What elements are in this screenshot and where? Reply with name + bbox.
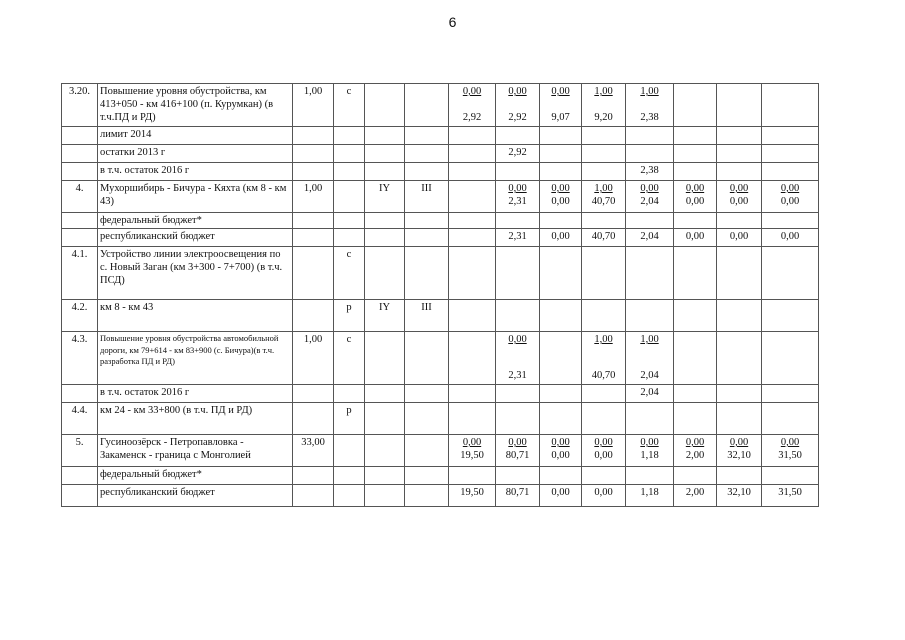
cell-v5 [626, 84, 674, 127]
cell-t3 [405, 332, 449, 385]
cell-v8 [762, 84, 819, 127]
cell-t2 [365, 485, 405, 507]
cell-t2 [365, 145, 405, 163]
cell-len: 1,00 [293, 332, 334, 385]
cell-v2 [496, 213, 540, 229]
cell-t1 [334, 127, 365, 145]
cell-v2 [496, 332, 540, 385]
cell-v7 [717, 84, 762, 127]
cell-v3 [540, 163, 582, 181]
cell-v7 [717, 145, 762, 163]
cell-v3 [540, 467, 582, 485]
cell-v4 [582, 467, 626, 485]
table-row [62, 247, 819, 300]
cell-num [62, 385, 98, 403]
cell-len [293, 300, 334, 332]
cell-v4 [582, 213, 626, 229]
cell-value-top: 0,00 [729, 437, 749, 448]
cell-value-bottom: 19,50 [460, 450, 484, 461]
cell-value-top: 0,00 [508, 437, 527, 448]
cell-v5 [626, 127, 674, 145]
cell-v8 [762, 403, 819, 435]
cell-v1 [449, 127, 496, 145]
cell-value-bottom: 0,00 [594, 450, 613, 461]
cell-v8: 0,00 [762, 229, 819, 247]
cell-value-top: 1,00 [594, 183, 613, 194]
cell-v7: 0,00 [717, 229, 762, 247]
cell-value-bottom: 9,20 [594, 112, 613, 123]
cell-t3 [405, 435, 449, 467]
cell-v8 [762, 145, 819, 163]
cell-v7 [717, 332, 762, 385]
cell-t3 [405, 127, 449, 145]
cell-t3 [405, 145, 449, 163]
cell-t3 [405, 485, 449, 507]
cell-value-bottom: 40,70 [591, 196, 616, 207]
cell-v7 [717, 385, 762, 403]
cell-value-bottom: 32,10 [727, 450, 751, 461]
cell-t1 [334, 145, 365, 163]
cell-v3 [540, 84, 582, 127]
cell-num: 5. [62, 435, 98, 467]
cell-num [62, 163, 98, 181]
cell-v6 [674, 84, 717, 127]
page-number: 6 [448, 14, 457, 30]
table-row [62, 229, 819, 247]
cell-v8 [762, 300, 819, 332]
cell-v3 [540, 145, 582, 163]
cell-value-bottom: 2,04 [640, 370, 659, 381]
table-row [62, 181, 819, 213]
cell-v7 [717, 181, 762, 213]
cell-v4: 0,00 [582, 485, 626, 507]
cell-v8 [762, 332, 819, 385]
cell-t3 [405, 467, 449, 485]
cell-num [62, 229, 98, 247]
cell-len [293, 127, 334, 145]
cell-t3: III [405, 300, 449, 332]
cell-v7 [717, 127, 762, 145]
cell-v8 [762, 181, 819, 213]
cell-value-bottom: 2,92 [462, 112, 482, 123]
cell-value-top: 1,00 [640, 334, 659, 345]
cell-v4 [582, 403, 626, 435]
cell-value-top: 0,00 [685, 437, 705, 448]
cell-len: 1,00 [293, 84, 334, 127]
cell-v1 [449, 247, 496, 300]
table-row [62, 385, 819, 403]
cell-len [293, 163, 334, 181]
cell-v7 [717, 403, 762, 435]
cell-t2 [365, 435, 405, 467]
cell-name: Устройство линии электроосвещения по с. Новый Заган (км 3+300 - 7+700) (в т.ч. ПСД) [98, 247, 293, 300]
cell-len [293, 229, 334, 247]
cell-t2 [365, 163, 405, 181]
cell-v4 [582, 247, 626, 300]
cell-name: в т.ч. остаток 2016 г [98, 385, 293, 403]
cell-name: республиканский бюджет [98, 485, 293, 507]
cell-v5: 2,04 [626, 229, 674, 247]
cell-v6: 2,00 [674, 485, 717, 507]
cell-value-top: 0,00 [640, 183, 659, 194]
table-row [62, 467, 819, 485]
cell-t2 [365, 229, 405, 247]
road-works-table [61, 83, 819, 507]
cell-v8 [762, 435, 819, 467]
cell-t2 [365, 213, 405, 229]
table-row [62, 485, 819, 507]
cell-name: Гусиноозёрск - Петропавловка - Закаменск - граница с Монголией [98, 435, 293, 467]
cell-value-top: 0,00 [508, 86, 527, 97]
cell-value-bottom: 2,31 [508, 196, 527, 207]
cell-v5: 2,04 [626, 385, 674, 403]
cell-v4 [582, 300, 626, 332]
cell-v6 [674, 435, 717, 467]
cell-t2 [365, 403, 405, 435]
cell-v1 [449, 435, 496, 467]
cell-v6 [674, 181, 717, 213]
cell-value-bottom: 9,07 [551, 112, 570, 123]
cell-num [62, 485, 98, 507]
cell-v8 [762, 247, 819, 300]
cell-num: 4. [62, 181, 98, 213]
cell-v3 [540, 127, 582, 145]
cell-v1 [449, 213, 496, 229]
cell-value-top: 0,00 [551, 183, 570, 194]
cell-v5: 2,38 [626, 163, 674, 181]
cell-v6 [674, 332, 717, 385]
cell-v2: 2,31 [496, 229, 540, 247]
cell-len: 33,00 [293, 435, 334, 467]
cell-v5 [626, 300, 674, 332]
cell-value-bottom: 80,71 [505, 450, 530, 461]
cell-t3 [405, 84, 449, 127]
cell-v3 [540, 181, 582, 213]
table-row [62, 145, 819, 163]
cell-name: федеральный бюджет* [98, 213, 293, 229]
table-row [62, 332, 819, 385]
cell-v2 [496, 300, 540, 332]
cell-t3 [405, 247, 449, 300]
cell-v2 [496, 385, 540, 403]
cell-value-top: 0,00 [594, 437, 613, 448]
cell-value-top: 0,00 [640, 437, 659, 448]
cell-value-bottom: 2,31 [508, 370, 527, 381]
cell-name: Повышение уровня обустройства, км 413+050 - км 416+100 (п. Курумкан) (в т.ч.ПД и РД) [98, 84, 293, 127]
cell-value-bottom: 0,00 [685, 196, 705, 207]
cell-name: в т.ч. остаток 2016 г [98, 163, 293, 181]
cell-num [62, 213, 98, 229]
cell-v5 [626, 332, 674, 385]
cell-v6 [674, 385, 717, 403]
cell-v3: 0,00 [540, 229, 582, 247]
cell-num: 4.1. [62, 247, 98, 300]
cell-value-top: 0,00 [685, 183, 705, 194]
cell-v4 [582, 181, 626, 213]
cell-v7 [717, 213, 762, 229]
cell-v7 [717, 467, 762, 485]
cell-v3 [540, 300, 582, 332]
cell-v1 [449, 300, 496, 332]
cell-v4 [582, 385, 626, 403]
cell-t2: IY [365, 181, 405, 213]
cell-value-bottom: 0,00 [780, 196, 800, 207]
cell-v2 [496, 403, 540, 435]
cell-len [293, 485, 334, 507]
cell-v2: 80,71 [496, 485, 540, 507]
cell-num: 4.2. [62, 300, 98, 332]
cell-name: Повышение уровня обустройства автомобильной дороги, км 79+614 - км 83+900 (с. Бичура)(в т.ч. разработка ПД и РД) [98, 332, 293, 385]
cell-v6 [674, 247, 717, 300]
cell-value-bottom: 1,18 [640, 450, 659, 461]
cell-v6: 0,00 [674, 229, 717, 247]
cell-v6 [674, 127, 717, 145]
cell-len [293, 403, 334, 435]
cell-v2 [496, 181, 540, 213]
cell-v8: 31,50 [762, 485, 819, 507]
cell-v6 [674, 163, 717, 181]
cell-v7: 32,10 [717, 485, 762, 507]
cell-value-top: 0,00 [462, 437, 482, 448]
cell-v4 [582, 163, 626, 181]
cell-v8 [762, 467, 819, 485]
cell-t2: IY [365, 300, 405, 332]
table-row [62, 84, 819, 127]
cell-value-bottom: 2,00 [685, 450, 705, 461]
table-row [62, 213, 819, 229]
cell-v1 [449, 229, 496, 247]
cell-value-bottom: 2,38 [640, 112, 659, 123]
cell-num: 4.4. [62, 403, 98, 435]
cell-v3 [540, 213, 582, 229]
cell-value-top: 1,00 [594, 334, 613, 345]
cell-t3 [405, 213, 449, 229]
cell-len [293, 145, 334, 163]
cell-v5 [626, 181, 674, 213]
cell-name: остатки 2013 г [98, 145, 293, 163]
cell-len [293, 213, 334, 229]
cell-num [62, 467, 98, 485]
cell-v5 [626, 247, 674, 300]
cell-t3 [405, 385, 449, 403]
cell-num [62, 145, 98, 163]
cell-v5 [626, 213, 674, 229]
cell-t1: с [334, 332, 365, 385]
cell-v4 [582, 145, 626, 163]
table-row [62, 300, 819, 332]
cell-value-top: 1,00 [594, 86, 613, 97]
cell-v3 [540, 403, 582, 435]
cell-v1 [449, 467, 496, 485]
cell-t2 [365, 385, 405, 403]
cell-t1 [334, 163, 365, 181]
cell-v4 [582, 127, 626, 145]
cell-v6 [674, 467, 717, 485]
cell-v2 [496, 163, 540, 181]
cell-t2 [365, 467, 405, 485]
cell-v2 [496, 247, 540, 300]
cell-v4 [582, 332, 626, 385]
cell-num [62, 127, 98, 145]
cell-v5 [626, 435, 674, 467]
cell-t1 [334, 181, 365, 213]
cell-v8 [762, 127, 819, 145]
cell-t2 [365, 84, 405, 127]
cell-v2 [496, 84, 540, 127]
cell-num: 3.20. [62, 84, 98, 127]
cell-t1 [334, 385, 365, 403]
cell-v3: 0,00 [540, 485, 582, 507]
table-row [62, 435, 819, 467]
cell-v7 [717, 247, 762, 300]
cell-v7 [717, 435, 762, 467]
cell-v5 [626, 403, 674, 435]
cell-v2 [496, 467, 540, 485]
cell-v1 [449, 332, 496, 385]
cell-t1: р [334, 300, 365, 332]
cell-v4: 40,70 [582, 229, 626, 247]
cell-v4 [582, 435, 626, 467]
cell-v6 [674, 145, 717, 163]
cell-v1 [449, 181, 496, 213]
cell-v3 [540, 332, 582, 385]
cell-v8 [762, 385, 819, 403]
cell-t1 [334, 229, 365, 247]
cell-v6 [674, 300, 717, 332]
cell-v1 [449, 145, 496, 163]
cell-value-top: 0,00 [551, 86, 570, 97]
cell-v7 [717, 163, 762, 181]
cell-value-bottom: 0,00 [551, 450, 570, 461]
cell-value-top: 0,00 [462, 86, 482, 97]
cell-t3: III [405, 181, 449, 213]
cell-t1 [334, 435, 365, 467]
cell-name: км 24 - км 33+800 (в т.ч. ПД и РД) [98, 403, 293, 435]
cell-v1: 19,50 [449, 485, 496, 507]
cell-value-top: 0,00 [780, 183, 800, 194]
cell-value-bottom: 2,92 [508, 112, 527, 123]
cell-v3 [540, 247, 582, 300]
cell-v8 [762, 213, 819, 229]
table-body [62, 84, 819, 507]
cell-t1: с [334, 84, 365, 127]
cell-name: республиканский бюджет [98, 229, 293, 247]
cell-len [293, 247, 334, 300]
cell-name: федеральный бюджет* [98, 467, 293, 485]
cell-value-top: 0,00 [780, 437, 800, 448]
cell-v6 [674, 213, 717, 229]
table-row [62, 163, 819, 181]
cell-v4 [582, 84, 626, 127]
cell-num: 4.3. [62, 332, 98, 385]
table-row [62, 127, 819, 145]
cell-v1 [449, 403, 496, 435]
cell-v1 [449, 84, 496, 127]
cell-t2 [365, 247, 405, 300]
cell-t2 [365, 332, 405, 385]
cell-value-bottom: 31,50 [778, 450, 802, 461]
cell-t3 [405, 403, 449, 435]
cell-v8 [762, 163, 819, 181]
cell-v2 [496, 435, 540, 467]
cell-len [293, 385, 334, 403]
cell-v3 [540, 435, 582, 467]
cell-t1 [334, 467, 365, 485]
cell-v5 [626, 145, 674, 163]
cell-value-bottom: 0,00 [551, 196, 570, 207]
cell-t1: с [334, 247, 365, 300]
cell-v3 [540, 385, 582, 403]
cell-v5 [626, 467, 674, 485]
cell-t1: р [334, 403, 365, 435]
cell-value-top: 0,00 [508, 183, 527, 194]
cell-v7 [717, 300, 762, 332]
cell-len: 1,00 [293, 181, 334, 213]
cell-t3 [405, 229, 449, 247]
cell-name: лимит 2014 [98, 127, 293, 145]
cell-value-bottom: 2,04 [640, 196, 659, 207]
cell-t1 [334, 213, 365, 229]
cell-name: Мухоршибирь - Бичура - Кяхта (км 8 - км 43) [98, 181, 293, 213]
cell-t2 [365, 127, 405, 145]
cell-value-bottom: 40,70 [591, 370, 616, 381]
cell-v1 [449, 385, 496, 403]
cell-value-top: 1,00 [640, 86, 659, 97]
cell-t3 [405, 163, 449, 181]
cell-value-top: 0,00 [729, 183, 749, 194]
cell-v1 [449, 163, 496, 181]
cell-t1 [334, 485, 365, 507]
table-row [62, 403, 819, 435]
cell-value-top: 0,00 [551, 437, 570, 448]
cell-v2: 2,92 [496, 145, 540, 163]
cell-len [293, 467, 334, 485]
cell-name: км 8 - км 43 [98, 300, 293, 332]
cell-v6 [674, 403, 717, 435]
cell-value-bottom: 0,00 [729, 196, 749, 207]
cell-value-top: 0,00 [508, 334, 527, 345]
cell-v5: 1,18 [626, 485, 674, 507]
cell-v2 [496, 127, 540, 145]
